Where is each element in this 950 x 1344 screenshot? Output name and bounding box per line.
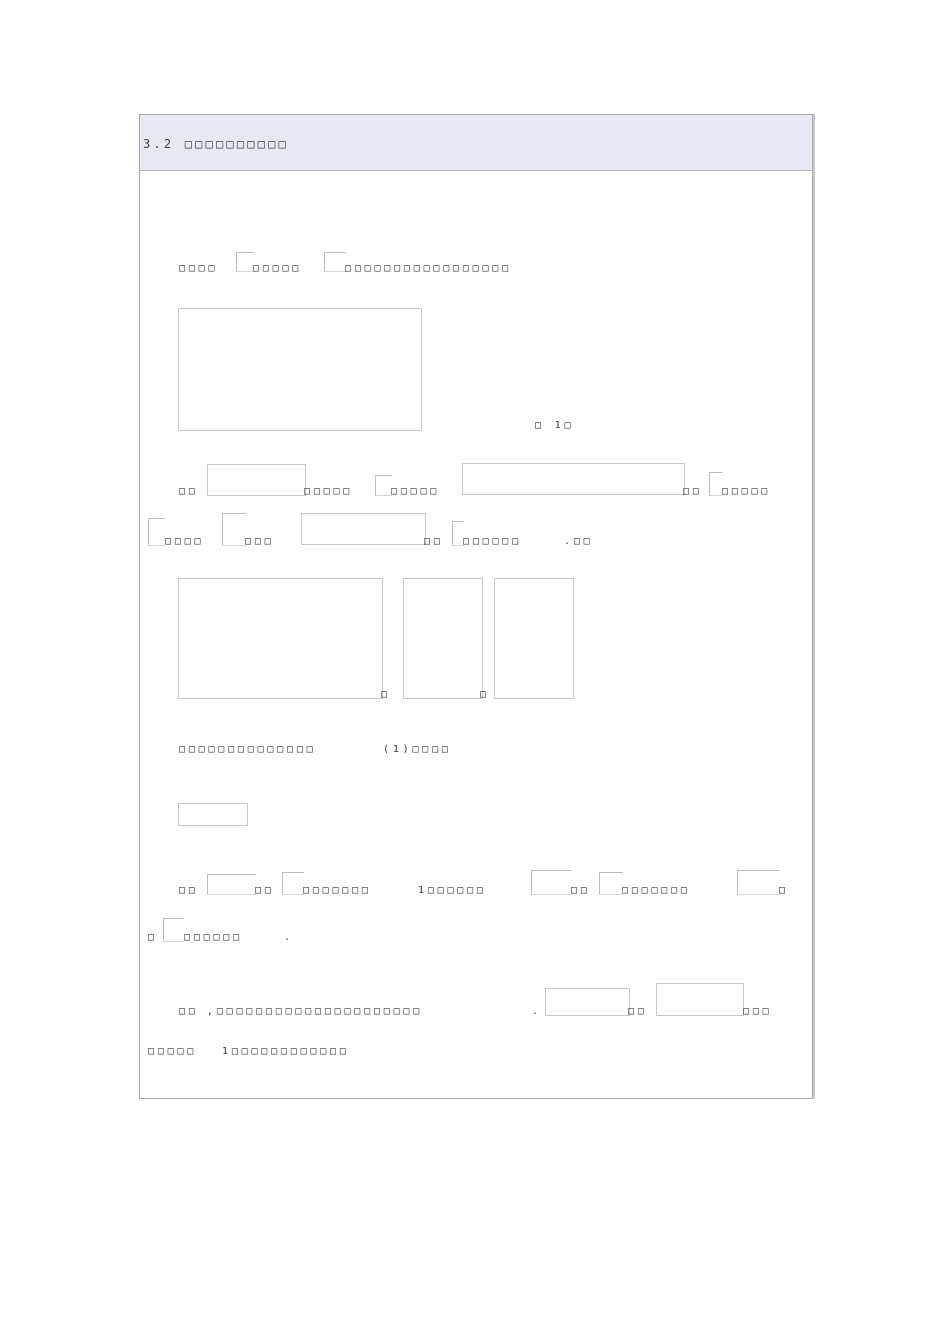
paragraph-text: □□□□□ xyxy=(304,486,354,497)
paragraph-text: □□ xyxy=(683,486,703,497)
figure-image xyxy=(403,578,483,699)
paragraph-text: □□ xyxy=(179,1006,199,1017)
inline-formula-image xyxy=(148,518,165,546)
paragraph-text: □ xyxy=(148,932,158,943)
inline-formula-image xyxy=(207,464,306,496)
inline-formula-image xyxy=(599,872,623,895)
paragraph-text: 1□□□□□□ xyxy=(418,885,487,896)
paragraph-text: □□ xyxy=(628,1006,648,1017)
inline-formula-image xyxy=(709,472,723,496)
paragraph-text: . xyxy=(532,1006,542,1017)
paragraph-text: □□□□□□□ xyxy=(622,885,691,896)
paragraph-text: □□□□□ xyxy=(391,486,441,497)
paragraph-text: .□□ xyxy=(564,536,594,547)
paragraph-text: □□□ xyxy=(743,1006,773,1017)
inline-formula-image xyxy=(282,872,304,895)
paragraph-text: □□□□□ xyxy=(722,486,772,497)
paragraph-text: □□ xyxy=(255,885,275,896)
inline-formula-image xyxy=(462,463,685,495)
figure-image xyxy=(494,578,574,699)
paragraph-text: □□□□ xyxy=(165,536,205,547)
figure-mark: □ xyxy=(381,689,391,700)
inline-formula-image xyxy=(737,870,780,895)
paragraph-text: □□ xyxy=(571,885,591,896)
figure-mark: □ xyxy=(480,689,490,700)
paragraph-text: □□□□□□ xyxy=(463,536,522,547)
paragraph-text: □□□□□ xyxy=(148,1046,198,1057)
paragraph-text: 1□□□□□□□□□□□□ xyxy=(222,1046,350,1057)
paragraph-text: □□□□□□□ xyxy=(303,885,372,896)
figure-image xyxy=(178,578,383,699)
paragraph-text: . xyxy=(284,932,294,943)
inline-formula-image xyxy=(375,475,392,496)
section-title: 3.2 □□□□□□□□□□ xyxy=(143,137,289,151)
section-header xyxy=(140,115,812,171)
inline-formula-image xyxy=(222,513,246,546)
paragraph-text: □□ xyxy=(179,486,199,497)
paragraph-text: □□□ xyxy=(245,536,275,547)
paragraph-text: □□□□□□ xyxy=(184,932,243,943)
figure-caption: □ 1□ xyxy=(535,420,575,431)
inline-formula-image xyxy=(656,983,744,1016)
paragraph-text: □ xyxy=(779,885,789,896)
inline-formula-image xyxy=(178,803,248,826)
inline-formula-image xyxy=(531,870,572,895)
paragraph-text: ,□□□□□□□□□□□□□□□□□□□□□ xyxy=(207,1006,424,1017)
inline-formula-image xyxy=(324,252,346,272)
paragraph-text: □□□□□ xyxy=(253,263,303,274)
paragraph-text: □□□□□□□□□□□□□□□□□ xyxy=(345,263,512,274)
inline-formula-image xyxy=(163,918,184,942)
inline-formula-image xyxy=(545,988,630,1016)
figure-image xyxy=(178,308,422,431)
paragraph-text: □□□□ xyxy=(179,263,219,274)
inline-formula-image xyxy=(301,513,426,545)
paragraph-text: □□□□□□□□□□□□□□ xyxy=(179,744,317,755)
inline-formula-image xyxy=(207,874,256,895)
paragraph-text: (1)□□□□ xyxy=(383,744,452,755)
paragraph-text: □□ xyxy=(179,885,199,896)
inline-formula-image xyxy=(236,252,254,272)
paragraph-text: □□ xyxy=(424,536,444,547)
